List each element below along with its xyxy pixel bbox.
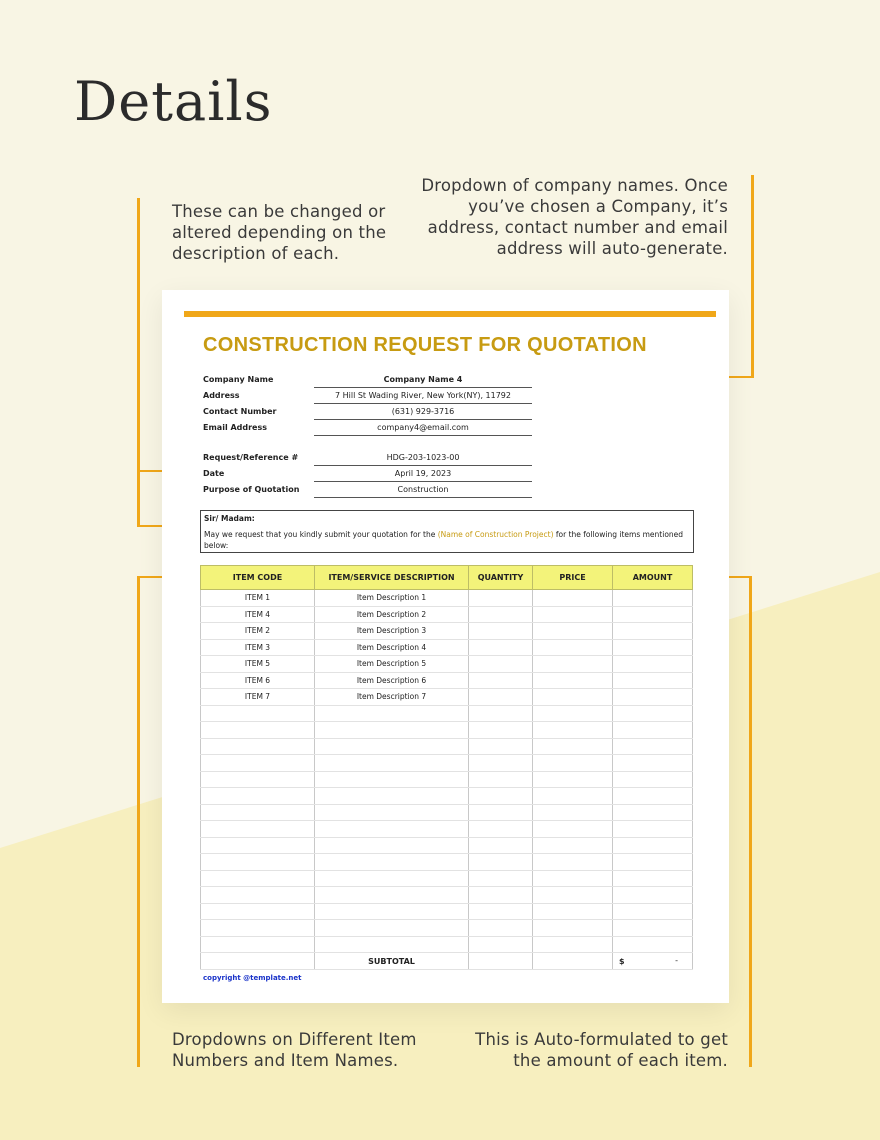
price-cell[interactable] [533,689,613,706]
description-cell[interactable] [315,870,469,887]
price-cell[interactable] [533,606,613,623]
amount-cell [613,755,693,772]
price-cell[interactable] [533,870,613,887]
connector-bottom-right-vertical [749,576,752,1067]
table-row [201,788,693,805]
amount-cell [613,689,693,706]
description-cell[interactable] [315,920,469,937]
header-item-code: ITEM CODE [201,566,315,590]
table-row [201,804,693,821]
header-price: PRICE [533,566,613,590]
description-cell[interactable] [315,755,469,772]
quantity-cell[interactable] [469,788,533,805]
item-code-cell[interactable] [201,854,315,871]
quantity-cell[interactable] [469,755,533,772]
amount-cell [613,870,693,887]
item-code-cell[interactable] [201,722,315,739]
quantity-cell[interactable] [469,903,533,920]
letter-body [204,529,690,551]
amount-cell [613,837,693,854]
table-row [201,738,693,755]
quantity-cell[interactable] [469,854,533,871]
description-cell[interactable] [315,887,469,904]
quantity-cell[interactable] [469,887,533,904]
item-code-cell[interactable] [201,936,315,953]
price-cell[interactable] [533,771,613,788]
subtotal-spacer [201,953,315,970]
price-cell[interactable] [533,920,613,937]
amount-cell [613,920,693,937]
quantity-cell[interactable] [469,623,533,640]
amount-cell [613,705,693,722]
table-row [201,606,693,623]
description-cell[interactable] [315,854,469,871]
description-cell[interactable] [315,837,469,854]
item-code-cell[interactable]: ITEM 3 [201,639,315,656]
table-row [201,623,693,640]
item-code-cell[interactable] [201,788,315,805]
item-code-cell[interactable] [201,738,315,755]
copyright-text: copyright @template.net [203,974,302,982]
connector-left-vertical [137,198,140,527]
amount-cell [613,771,693,788]
purpose-field[interactable]: Construction [314,483,532,498]
price-cell[interactable] [533,837,613,854]
amount-cell [613,672,693,689]
price-cell[interactable] [533,887,613,904]
quantity-cell[interactable] [469,722,533,739]
description-cell[interactable] [315,788,469,805]
note-editable-fields: These can be changed or altered depending on the description of each. [172,202,387,263]
price-cell[interactable] [533,854,613,871]
subtotal-value: - [675,956,678,965]
price-cell[interactable] [533,672,613,689]
description-cell[interactable]: Item Description 7 [315,689,469,706]
description-cell[interactable] [315,903,469,920]
item-code-cell[interactable]: ITEM 4 [201,606,315,623]
price-cell[interactable] [533,788,613,805]
amount-cell [613,887,693,904]
item-code-cell[interactable] [201,755,315,772]
price-cell[interactable] [533,755,613,772]
letter-text-after: for the following items mentioned below: [204,530,684,550]
price-cell[interactable] [533,705,613,722]
quantity-cell[interactable] [469,837,533,854]
description-cell[interactable]: Item Description 1 [315,590,469,607]
item-code-cell[interactable] [201,870,315,887]
subtotal-row [201,953,693,970]
item-code-cell[interactable] [201,903,315,920]
contact-value: (631) 929-3716 [314,405,532,420]
table-row [201,755,693,772]
amount-cell [613,788,693,805]
letter-greeting: Sir/ Madam: [204,514,255,523]
table-row [201,705,693,722]
header-amount: AMOUNT [613,566,693,590]
subtotal-price [533,953,613,970]
letter-box [200,510,694,553]
date-label: Date [203,469,225,478]
table-row [201,936,693,953]
amount-cell [613,903,693,920]
contact-label: Contact Number [203,407,277,416]
description-cell[interactable]: Item Description 4 [315,639,469,656]
description-cell[interactable] [315,738,469,755]
purpose-label: Purpose of Quotation [203,485,300,494]
quantity-cell[interactable] [469,738,533,755]
quantity-cell[interactable] [469,590,533,607]
table-row [201,920,693,937]
price-cell[interactable] [533,903,613,920]
project-name-field[interactable]: (Name of Construction Project) [437,530,554,539]
note-auto-formula: This is Auto-formulated to get the amount of each item. [475,1030,728,1070]
description-cell[interactable] [315,821,469,838]
table-row [201,672,693,689]
amount-cell [613,722,693,739]
description-cell[interactable] [315,804,469,821]
amount-cell [613,623,693,640]
quantity-cell[interactable] [469,639,533,656]
table-header-row [201,566,693,590]
table-row [201,821,693,838]
subtotal-label: SUBTOTAL [315,953,469,970]
item-code-cell[interactable]: ITEM 5 [201,656,315,673]
table-row [201,870,693,887]
letter-text-before: May we request that you kindly submit your quotation for the [204,530,436,539]
note-item-dropdowns: Dropdowns on Different Item Numbers and Item Names. [172,1030,417,1070]
amount-cell [613,738,693,755]
item-code-cell[interactable] [201,705,315,722]
connector-bottom-left-vertical [137,576,140,1067]
note-company-dropdown: Dropdown of company names. Once you’ve chosen a Company, it’s address, contact number and email address will auto-generate. [421,176,728,258]
quantity-cell[interactable] [469,705,533,722]
date-field[interactable]: April 19, 2023 [314,467,532,482]
table-row [201,722,693,739]
currency-symbol: $ [619,956,625,966]
amount-cell [613,821,693,838]
accent-bar [184,311,716,317]
amount-cell [613,639,693,656]
amount-cell [613,606,693,623]
price-cell[interactable] [533,936,613,953]
document-title: CONSTRUCTION REQUEST FOR QUOTATION [203,334,647,356]
subtotal-quantity [469,953,533,970]
connector-right-vertical [751,175,754,378]
price-cell[interactable] [533,804,613,821]
price-cell[interactable] [533,821,613,838]
quantity-cell[interactable] [469,870,533,887]
quantity-cell[interactable] [469,771,533,788]
description-cell[interactable] [315,771,469,788]
page-heading: Details [74,70,273,133]
company-name-dropdown[interactable]: Company Name 4 [314,373,532,388]
quantity-cell[interactable] [469,936,533,953]
table-row [201,689,693,706]
quantity-cell[interactable] [469,656,533,673]
amount-cell [613,936,693,953]
table-row [201,837,693,854]
description-cell[interactable]: Item Description 6 [315,672,469,689]
description-cell[interactable]: Item Description 3 [315,623,469,640]
description-cell[interactable] [315,936,469,953]
price-cell[interactable] [533,639,613,656]
amount-cell [613,656,693,673]
price-cell[interactable] [533,738,613,755]
description-cell[interactable] [315,722,469,739]
table-row [201,656,693,673]
amount-cell [613,854,693,871]
description-cell[interactable] [315,705,469,722]
item-code-cell[interactable]: ITEM 2 [201,623,315,640]
price-cell[interactable] [533,590,613,607]
email-value: company4@email.com [314,421,532,436]
table-row [201,590,693,607]
quantity-cell[interactable] [469,804,533,821]
quantity-cell[interactable] [469,672,533,689]
item-code-cell[interactable] [201,920,315,937]
subtotal-amount [613,953,693,970]
table-row [201,771,693,788]
header-description: ITEM/SERVICE DESCRIPTION [315,566,469,590]
description-cell[interactable]: Item Description 5 [315,656,469,673]
item-code-cell[interactable] [201,837,315,854]
company-name-label: Company Name [203,375,274,384]
table-row [201,854,693,871]
reference-label: Request/Reference # [203,453,299,462]
quotation-sheet [162,290,729,1003]
price-cell[interactable] [533,656,613,673]
header-quantity: QUANTITY [469,566,533,590]
amount-cell [613,590,693,607]
item-code-cell[interactable]: ITEM 1 [201,590,315,607]
address-label: Address [203,391,240,400]
quantity-cell[interactable] [469,606,533,623]
email-label: Email Address [203,423,268,432]
items-table [200,565,693,970]
address-value: 7 Hill St Wading River, New York(NY), 11792 [314,389,532,404]
reference-field[interactable]: HDG-203-1023-00 [314,451,532,466]
description-cell[interactable]: Item Description 2 [315,606,469,623]
table-body [201,590,693,953]
amount-cell [613,804,693,821]
quantity-cell[interactable] [469,821,533,838]
item-code-cell[interactable]: ITEM 7 [201,689,315,706]
item-code-cell[interactable] [201,771,315,788]
table-row [201,639,693,656]
quantity-cell[interactable] [469,920,533,937]
price-cell[interactable] [533,722,613,739]
table-row [201,887,693,904]
price-cell[interactable] [533,623,613,640]
item-code-cell[interactable] [201,821,315,838]
table-row [201,903,693,920]
item-code-cell[interactable] [201,887,315,904]
item-code-cell[interactable] [201,804,315,821]
quantity-cell[interactable] [469,689,533,706]
item-code-cell[interactable]: ITEM 6 [201,672,315,689]
